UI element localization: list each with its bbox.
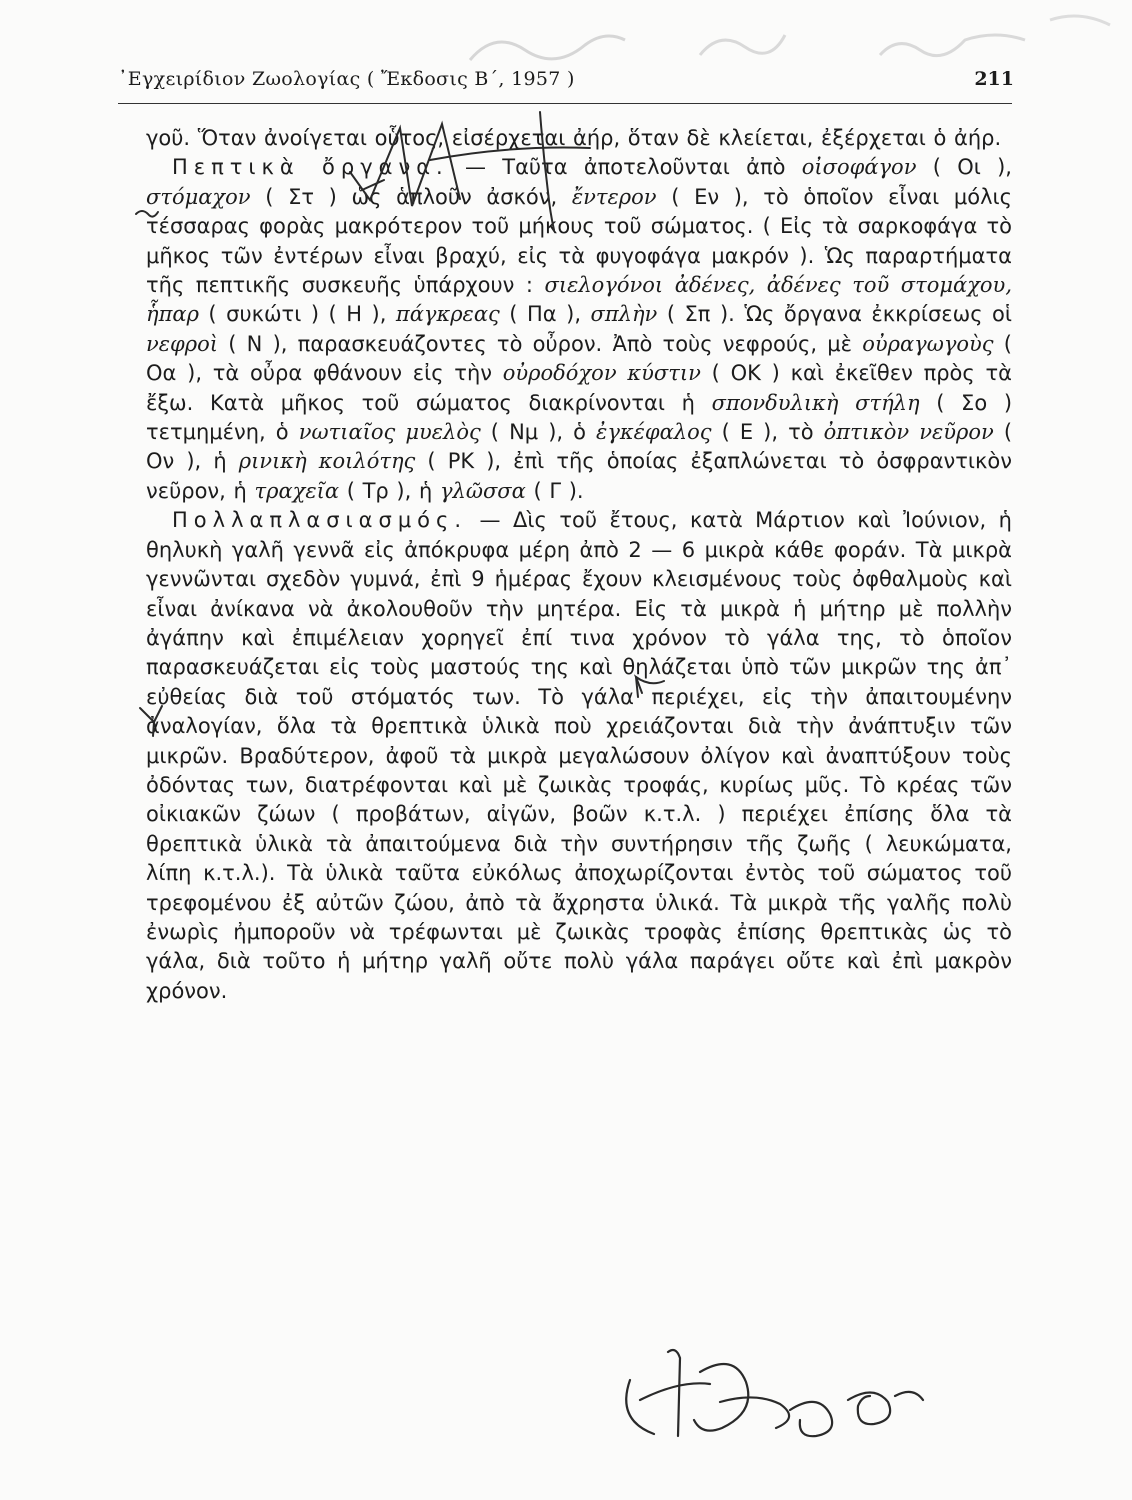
text-segment: ( Ν ), παρασκευάζοντες τὸ οὖρον. Ἀπὸ τοὺς νεφρούς, μὲ [217,331,863,356]
text-segment: ( Ε ), τὸ [711,420,824,445]
section-heading-reproduction: Πολλαπλασιασμός. [172,508,468,533]
text-segment: ( Οι ), [916,155,1012,180]
term-oesophagus: οἰσοφάγον [801,155,917,180]
term-bladder: οὐροδόχον κύστιν [502,361,701,386]
term-tongue: γλῶσσα [439,478,526,503]
text-segment: ( ΡΚ ), ἐπὶ τῆς ὁποίας ἐξαπλώνεται τὸ ὀσφραντικὸν νεῦρον, ἡ [146,449,1012,503]
term-optic-nerve: ὀπτικὸν νεῦρον [823,420,994,445]
page-number: 211 [974,68,1014,90]
text-segment: ( Εν ), τὸ ὁποῖον εἶναι μόλις τέσσαρας φορὰς μακρότερον τοῦ μήκους τοῦ σώματος. ( Εἰς τὰ σαρκοφάγα τὸ μῆκος τῶν ἐντέρων εἶναι βραχύ, εἰς τὰ φυγοφάγα μακρόν ). Ὡς παραρτήματα τῆς πεπτικῆς συσκευῆς ὑπάρχουν : [146,184,1012,298]
term-nasal-cavity: ρινικὴ κοιλότης [238,449,416,474]
paragraph-digestive-organs [146,153,1012,506]
text-segment: ( Ον ), ἡ [146,420,1013,474]
text-segment: — Ταῦτα ἀποτελοῦνται ἀπὸ [448,155,802,180]
text-segment: ( Γ ). [525,478,584,503]
text-segment: ( Πα ), [499,302,591,327]
text-segment: ( Τρ ), ἡ [339,478,440,503]
pencil-signature [626,1350,923,1436]
body-text [146,124,1012,1006]
text-segment: ( Νμ ), ὁ [480,420,597,445]
paragraph-reproduction [146,506,1012,1006]
term-glands-liver: σιελογόνοι ἀδένες, ἀδένες τοῦ στομάχου, ἧπαρ [146,273,1012,327]
text-segment: ( Οα ), τὰ οὖρα φθάνουν εἰς τὴν [146,331,1012,386]
running-header [118,64,1014,98]
term-ureters: οὐραγωγοὺς [862,331,994,356]
term-stomach: στόμαχον [146,184,251,209]
running-title: ᾿Εγχειρίδιον Ζωολογίας ( Ἔκδοσις Β΄, 1957 ) [118,68,575,90]
term-kidneys: νεφροὶ [146,331,218,356]
term-trachea: τραχεῖα [254,478,340,503]
text-segment: ( Σο ) τετμημένη, ὁ [146,390,1013,445]
header-rule [118,103,1012,104]
term-spinal-cord: νωτιαῖος μυελὸς [298,420,481,445]
text-segment: ( συκώτι ) ( Η ), [198,302,396,327]
text-segment: γοῦ. Ὅταν ἀνοίγεται οὗτος, εἰσέρχεται ἀήρ, ὅταν δὲ κλείεται, ἐξέρχεται ὁ ἀήρ. [146,126,1002,150]
term-spleen: σπλὴν [590,302,658,327]
term-brain: ἐγκέφαλος [596,420,712,445]
text-segment: — Δὶς τοῦ ἔτους, κατὰ Μάρτιον καὶ Ἰούνιον, ἡ θηλυκὴ γαλῆ γεννᾶ εἰς ἀπόκρυφα μέρη ἀπὸ 2 — 6 μικρὰ κάθε φοράν. Τὰ μικρὰ γεννῶνται σχεδὸν γυμνά, ἐπὶ 9 ἡμέρας ἔχουν κλεισμένους τοὺς ὀφθαλμοὺς καὶ εἶναι ἀνίκανα νὰ ἀκολουθοῦν τὴν μητέρα. Εἰς τὰ μικρὰ ἡ μήτηρ μὲ πολλὴν ἀγάπην καὶ ἐπιμέλειαν χορηγεῖ ἐπί τινα χρόνον τὸ γάλα της, τὸ ὁποῖον παρασκευάζεται εἰς τοὺς μαστούς της καὶ θηλάζεται ὑπὸ τῶν μικρῶν της ἀπ᾿ εὐθείας διὰ τοῦ στόματός των. Τὸ γάλα περιέχει, εἰς τὴν ἀπαιτουμένην ἀναλογίαν, ὅλα τὰ θρεπτικὰ ὑλικὰ ποὺ χρειάζονται διὰ τὴν ἀνάπτυξιν τῶν μικρῶν. Βραδύτερον, ἀφοῦ τὰ μικρὰ μεγαλώσουν ὀλίγον καὶ ἀναπτύξουν τοὺς ὀδόντας των, διατρέφονται καὶ μὲ ζωικὰς τροφάς, κυρίως μῦς. Τὸ κρέας τῶν οἰκιακῶν ζώων ( προβάτων, αἰγῶν, βοῶν κ.τ.λ. ) περιέχει ἐπίσης ὅλα τὰ θρεπτικὰ ὑλικὰ τὰ ἀπαιτούμενα διὰ τὴν συντήρησιν τῆς ζωῆς ( λευκώματα, λίπη κ.τ.λ.). Τὰ ὑλικὰ ταῦτα εὐκόλως ἀποχωρίζονται ἐντὸς τοῦ σώματος τοῦ τρεφομένου ἐξ αὐτῶν ζώου, ἀπὸ τὰ ἄχρηστα ὑλικά. Τὰ μικρὰ τῆς γαλῆς πολὺ ἐνωρὶς ἠμποροῦν νὰ τρέφωνται μὲ ζωικὰς τροφὰς ἐπίσης θρεπτικὰς ὡς τὸ γάλα, διὰ τοῦτο ἡ μήτηρ γαλῆ οὔτε πολὺ γάλα παράγει οὔτε καὶ ἐπὶ μακρὸν χρόνον. [146,508,1012,1003]
text-segment: ( Σπ ). Ὡς ὄργανα ἐκκρίσεως οἱ [657,302,1012,327]
paragraph-respiration-end [146,124,1012,153]
term-pancreas: πάγκρεας [395,302,500,327]
term-spinal-column: σπονδυλικὴ στήλη [711,390,920,415]
term-intestine: ἔντερον [571,184,657,209]
text-segment: ( Στ ) ὡς ἁπλοῦν ἀσκόν, [250,184,572,209]
text-segment: ( ΟΚ ) καὶ ἐκεῖθεν πρὸς τὰ ἔξω. Κατὰ μῆκος τοῦ σώματος διακρίνονται ἡ [146,361,1012,415]
section-heading-digestive-organs: Πεπτικὰ ὄργανα. [172,155,449,180]
